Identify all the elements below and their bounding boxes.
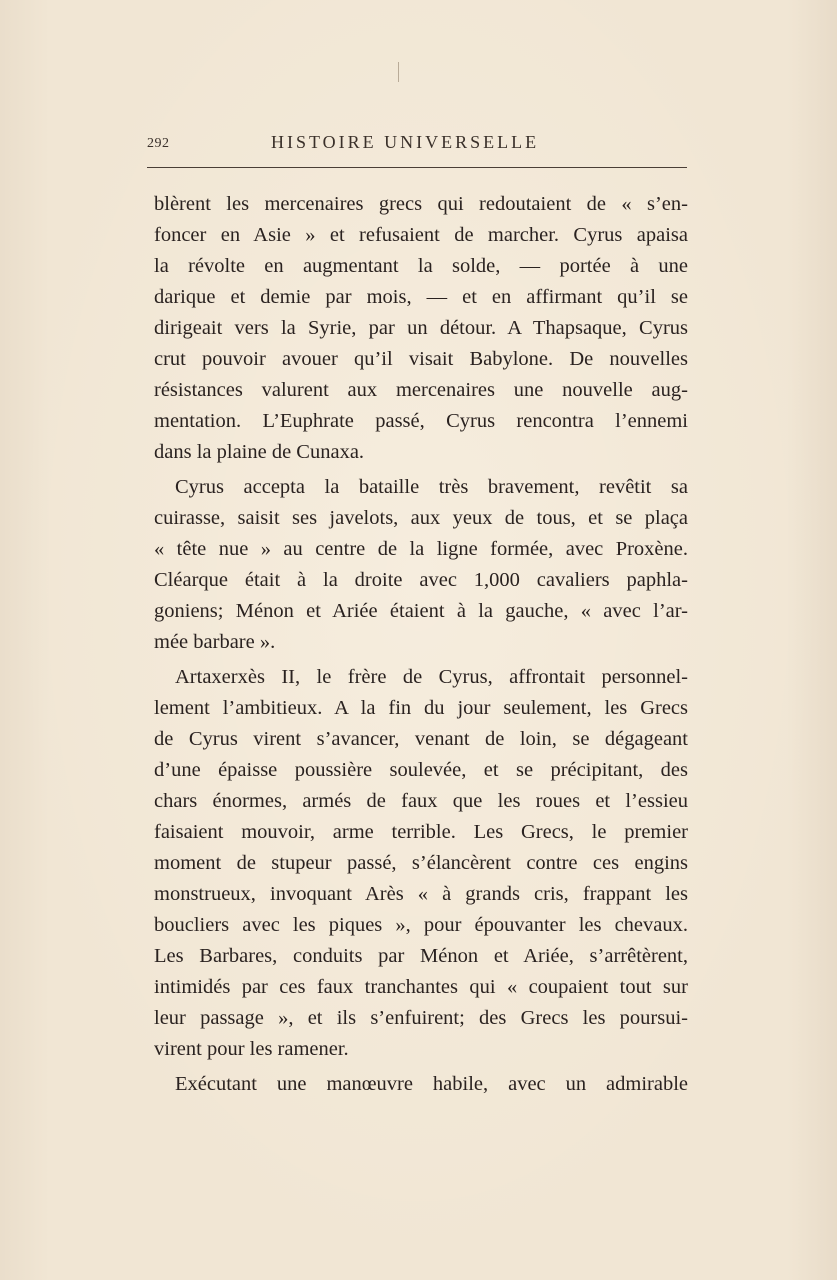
- text-line: boucliers avec les piques », pour épouvanter les chevaux.: [154, 914, 688, 936]
- paragraph-3: [154, 662, 688, 1065]
- paragraph-4: [154, 1069, 688, 1100]
- text-line: Cyrus accepta la bataille très bravement, revêtit sa: [175, 476, 688, 498]
- text-line: foncer en Asie » et refusaient de marcher. Cyrus apaisa: [154, 224, 688, 246]
- text-line: mentation. L’Euphrate passé, Cyrus rencontra l’ennemi: [154, 410, 688, 432]
- text-line: goniens; Ménon et Ariée étaient à la gauche, « avec l’ar-: [154, 600, 688, 622]
- text-line: moment de stupeur passé, s’élancèrent contre ces engins: [154, 852, 688, 874]
- text-line: Cléarque était à la droite avec 1,000 cavaliers paphla-: [154, 569, 688, 591]
- text-line: darique et demie par mois, — et en affirmant qu’il se: [154, 286, 688, 308]
- text-line: lement l’ambitieux. A la fin du jour seulement, les Grecs: [154, 697, 688, 719]
- body-text: [154, 189, 688, 1100]
- text-line: Les Barbares, conduits par Ménon et Ariée, s’arrêtèrent,: [154, 945, 688, 967]
- running-title: HISTOIRE UNIVERSELLE: [271, 132, 540, 152]
- paragraph-2: [154, 472, 688, 658]
- text-line: intimidés par ces faux tranchantes qui « coupaient tout sur: [154, 976, 688, 998]
- text-line: monstrueux, invoquant Arès « à grands cris, frappant les: [154, 883, 688, 905]
- text-line: de Cyrus virent s’avancer, venant de loin, se dégageant: [154, 728, 688, 750]
- header-rule: [147, 167, 687, 168]
- text-line: crut pouvoir avouer qu’il visait Babylone. De nouvelles: [154, 348, 688, 370]
- text-line: d’une épaisse poussière soulevée, et se précipitant, des: [154, 759, 688, 781]
- text-line: blèrent les mercenaires grecs qui redoutaient de « s’en-: [154, 193, 688, 215]
- text-line: virent pour les ramener.: [154, 1038, 349, 1060]
- text-line: la révolte en augmentant la solde, — portée à une: [154, 255, 688, 277]
- text-line: dirigeait vers la Syrie, par un détour. A Thapsaque, Cyrus: [154, 317, 688, 339]
- page-header: [147, 130, 688, 158]
- text-line: leur passage », et ils s’enfuirent; des Grecs les poursui-: [154, 1007, 688, 1029]
- text-line: faisaient mouvoir, arme terrible. Les Grecs, le premier: [154, 821, 688, 843]
- page-number: 292: [147, 136, 170, 151]
- text-line: chars énormes, armés de faux que les roues et l’essieu: [154, 790, 688, 812]
- gutter-mark: [398, 62, 399, 82]
- text-line: dans la plaine de Cunaxa.: [154, 441, 365, 463]
- text-line: résistances valurent aux mercenaires une nouvelle aug-: [154, 379, 688, 401]
- text-line: cuirasse, saisit ses javelots, aux yeux de tous, et se plaça: [154, 507, 688, 529]
- text-line: « tête nue » au centre de la ligne formée, avec Proxène.: [154, 538, 688, 560]
- text-line: mée barbare ».: [154, 631, 276, 653]
- text-line: Artaxerxès II, le frère de Cyrus, affrontait personnel-: [175, 666, 688, 688]
- text-line: Exécutant une manœuvre habile, avec un admirable: [175, 1073, 688, 1095]
- paragraph-1: [154, 189, 688, 468]
